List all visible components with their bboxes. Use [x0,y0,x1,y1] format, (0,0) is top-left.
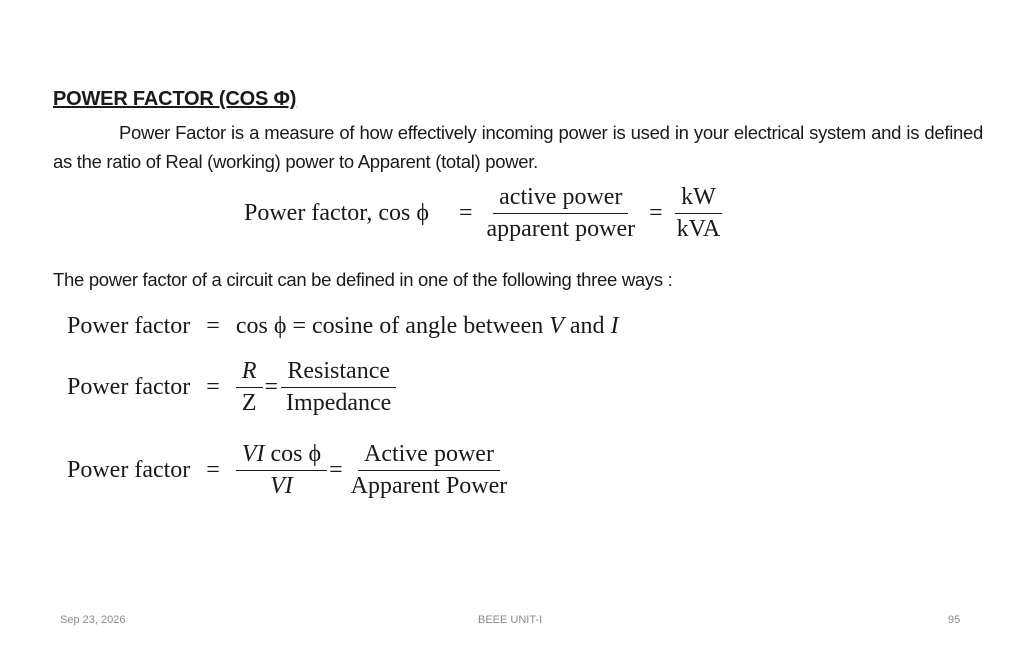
definition-1 [67,313,619,340]
definition-expression: cos ϕ = cosine of angle between [235,313,544,339]
intro-paragraph: Power Factor is a measure of how effectively incoming power is used in your electrical system and is defined as the ratio of Real (working) power to Apparent (total) power. [53,122,983,172]
definition-label: Power factor [67,374,191,400]
fraction-numerator: kW [675,184,722,214]
fraction-resistance-impedance [280,358,397,417]
footer-date: Sep 23, 2026 [60,614,126,626]
definition-label: Power factor [67,313,191,339]
fraction-kw-kva [671,184,727,243]
slide-heading: POWER FACTOR (COS Φ) [53,88,297,110]
symbol-v: V [549,313,564,339]
fraction-numerator: R [236,358,263,388]
ways-text: The power factor of a circuit can be defined in one of the following three ways : [53,269,673,290]
fraction-r-z [236,358,263,417]
fraction-denominator: kVA [676,216,721,242]
symbol-vi: VI [241,441,265,467]
fraction-numerator: active power [493,184,628,214]
fraction-numerator: Resistance [281,358,396,388]
symbol-i: I [610,313,619,339]
fraction-denominator: VI [270,473,293,499]
main-formula-equals: = [458,200,473,226]
word-and: and [569,313,605,339]
fraction-numerator: Active power [358,441,500,471]
main-formula-lhs: Power factor, cos ϕ [244,200,429,226]
fraction-denominator: Impedance [286,390,392,416]
fraction-denominator: Apparent Power [350,473,508,499]
main-formula [244,184,726,243]
fraction-vicos-vi [236,441,327,500]
fraction-numerator [236,441,327,471]
definition-equals-2: = [329,457,343,483]
fraction-active-apparent [481,184,642,243]
definition-equals: = [206,457,220,483]
fraction-active-apparent-power [345,441,514,500]
definition-equals: = [206,313,220,339]
fraction-denominator: apparent power [486,216,636,242]
definition-label: Power factor [67,457,191,483]
footer-page-number: 95 [948,614,961,626]
definition-equals-2: = [264,374,279,400]
fraction-denominator: Z [241,390,257,416]
definition-equals: = [206,374,220,400]
definition-3 [67,441,513,500]
cos-phi: cos ϕ [270,441,322,467]
main-formula-equals-2: = [649,200,663,226]
footer-title: BEEE UNIT-I [478,614,543,626]
definition-2 [67,358,397,417]
